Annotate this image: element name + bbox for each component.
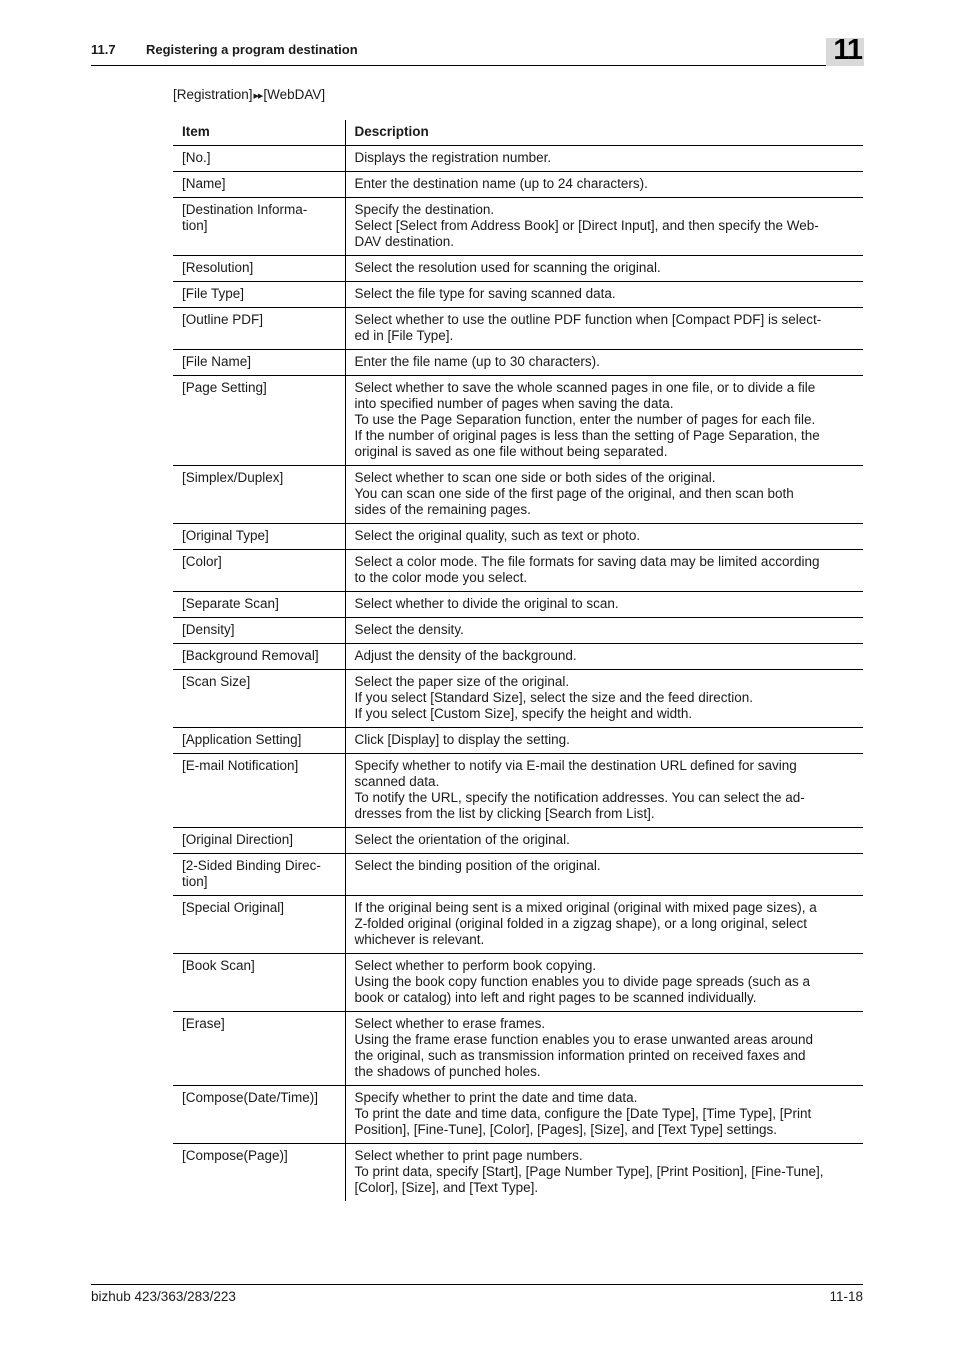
table-row xyxy=(173,644,863,670)
section-number: 11.7 xyxy=(91,42,116,57)
item-cell: [Simplex/Duplex] xyxy=(173,466,345,524)
table-row xyxy=(173,670,863,728)
table-row xyxy=(173,146,863,172)
description-cell: Select the binding position of the original. xyxy=(345,854,863,896)
table-row xyxy=(173,256,863,282)
description-cell: Select the orientation of the original. xyxy=(345,828,863,854)
table-row xyxy=(173,754,863,828)
description-cell: Select whether to scan one side or both sides of the original. You can scan one side of the first page of the original, and then scan both sides of the remaining pages. xyxy=(345,466,863,524)
breadcrumb xyxy=(173,87,325,102)
description-cell: Select whether to save the whole scanned pages in one file, or to divide a file into specified number of pages when saving the data. To use the Page Separation function, enter the number of pages for each file. If the number of original pages is less than the setting of Page Separation, the original is saved as one file without being separated. xyxy=(345,376,863,466)
description-cell: Select whether to use the outline PDF function when [Compact PDF] is select- ed in [File Type]. xyxy=(345,308,863,350)
item-cell: [Name] xyxy=(173,172,345,198)
table-row xyxy=(173,728,863,754)
description-cell: Specify whether to print the date and time data. To print the date and time data, configure the [Date Type], [Time Type], [Print Position], [Fine-Tune], [Color], [Pages], [Size], and [Text Type] settings. xyxy=(345,1086,863,1144)
description-cell: Select the file type for saving scanned data. xyxy=(345,282,863,308)
description-cell: Select whether to perform book copying. Using the book copy function enables you to divide page spreads (such as a book or catalog) into left and right pages to be scanned individually. xyxy=(345,954,863,1012)
item-cell: [Special Original] xyxy=(173,896,345,954)
item-cell: [Outline PDF] xyxy=(173,308,345,350)
description-cell: Select the original quality, such as text or photo. xyxy=(345,524,863,550)
description-cell: Click [Display] to display the setting. xyxy=(345,728,863,754)
description-cell: Specify the destination. Select [Select from Address Book] or [Direct Input], and then specify the Web- DAV destination. xyxy=(345,198,863,256)
page-footer xyxy=(91,1284,863,1304)
item-cell: [Original Direction] xyxy=(173,828,345,854)
description-cell: Select whether to erase frames. Using the frame erase function enables you to erase unwanted areas around the original, such as transmission information printed on received faxes and the shadows of punched holes. xyxy=(345,1012,863,1086)
table-row xyxy=(173,308,863,350)
table-row xyxy=(173,198,863,256)
chapter-number: 11 xyxy=(833,34,862,66)
description-cell: If the original being sent is a mixed original (original with mixed page sizes), a Z-folded original (original folded in a zigzag shape), or a long original, select whichever is relevant. xyxy=(345,896,863,954)
table-body xyxy=(173,146,863,1202)
description-cell: Select the density. xyxy=(345,618,863,644)
table-row xyxy=(173,954,863,1012)
item-cell: [Separate Scan] xyxy=(173,592,345,618)
table-row xyxy=(173,828,863,854)
double-arrow-icon: ▶▶ xyxy=(253,92,263,100)
product-model: bizhub 423/363/283/223 xyxy=(91,1289,236,1304)
item-cell: [Scan Size] xyxy=(173,670,345,728)
description-cell: Enter the file name (up to 30 characters). xyxy=(345,350,863,376)
item-cell: [Erase] xyxy=(173,1012,345,1086)
item-cell: [No.] xyxy=(173,146,345,172)
item-cell: [E-mail Notification] xyxy=(173,754,345,828)
page-number: 11-18 xyxy=(829,1289,863,1304)
settings-table xyxy=(173,120,863,1201)
page-header xyxy=(91,40,863,66)
description-cell: Select the paper size of the original. If you select [Standard Size], select the size and the feed direction. If you select [Custom Size], specify the height and width. xyxy=(345,670,863,728)
breadcrumb-registration: [Registration] xyxy=(173,87,253,102)
section-title: Registering a program destination xyxy=(146,42,358,57)
table-row xyxy=(173,550,863,592)
table-row xyxy=(173,618,863,644)
description-cell: Adjust the density of the background. xyxy=(345,644,863,670)
item-cell: [Compose(Page)] xyxy=(173,1144,345,1202)
item-cell: [Resolution] xyxy=(173,256,345,282)
item-cell: [Background Removal] xyxy=(173,644,345,670)
table-row xyxy=(173,1144,863,1202)
description-cell: Select a color mode. The file formats for saving data may be limited according to the color mode you select. xyxy=(345,550,863,592)
description-cell: Enter the destination name (up to 24 characters). xyxy=(345,172,863,198)
item-cell: [Original Type] xyxy=(173,524,345,550)
item-cell: [Destination Informa- tion] xyxy=(173,198,345,256)
table-row xyxy=(173,350,863,376)
table-row xyxy=(173,854,863,896)
chapter-badge xyxy=(826,34,864,66)
description-cell: Select whether to print page numbers. To print data, specify [Start], [Page Number Type], [Print Position], [Fine-Tune], [Color], [Size], and [Text Type]. xyxy=(354,1148,824,1195)
column-header-item: Item xyxy=(173,120,345,146)
item-cell: [Application Setting] xyxy=(173,728,345,754)
table-row xyxy=(173,1012,863,1086)
description-cell: Specify whether to notify via E-mail the destination URL defined for saving scanned data. To notify the URL, specify the notification addresses. You can select the ad- dresses from the list by clicking [Search from List]. xyxy=(345,754,863,828)
item-cell: [File Type] xyxy=(173,282,345,308)
item-cell: [Compose(Date/Time)] xyxy=(173,1086,345,1144)
table-row xyxy=(173,466,863,524)
table-row xyxy=(173,592,863,618)
item-cell: [2-Sided Binding Direc- tion] xyxy=(173,854,345,896)
table-row xyxy=(173,896,863,954)
item-cell: [Color] xyxy=(173,550,345,592)
table-row xyxy=(173,1086,863,1144)
description-cell: Select the resolution used for scanning the original. xyxy=(345,256,863,282)
table-header-row xyxy=(173,120,863,146)
table-row xyxy=(173,282,863,308)
item-cell: [File Name] xyxy=(173,350,345,376)
table-row xyxy=(173,524,863,550)
breadcrumb-webdav: [WebDAV] xyxy=(263,87,326,102)
item-cell: [Page Setting] xyxy=(173,376,345,466)
column-header-description: Description xyxy=(345,120,863,146)
item-cell: [Book Scan] xyxy=(173,954,345,1012)
description-cell: Displays the registration number. xyxy=(345,146,863,172)
description-cell: Select whether to divide the original to scan. xyxy=(345,592,863,618)
item-cell: [Density] xyxy=(173,618,345,644)
table-row xyxy=(173,172,863,198)
table-row xyxy=(173,376,863,466)
